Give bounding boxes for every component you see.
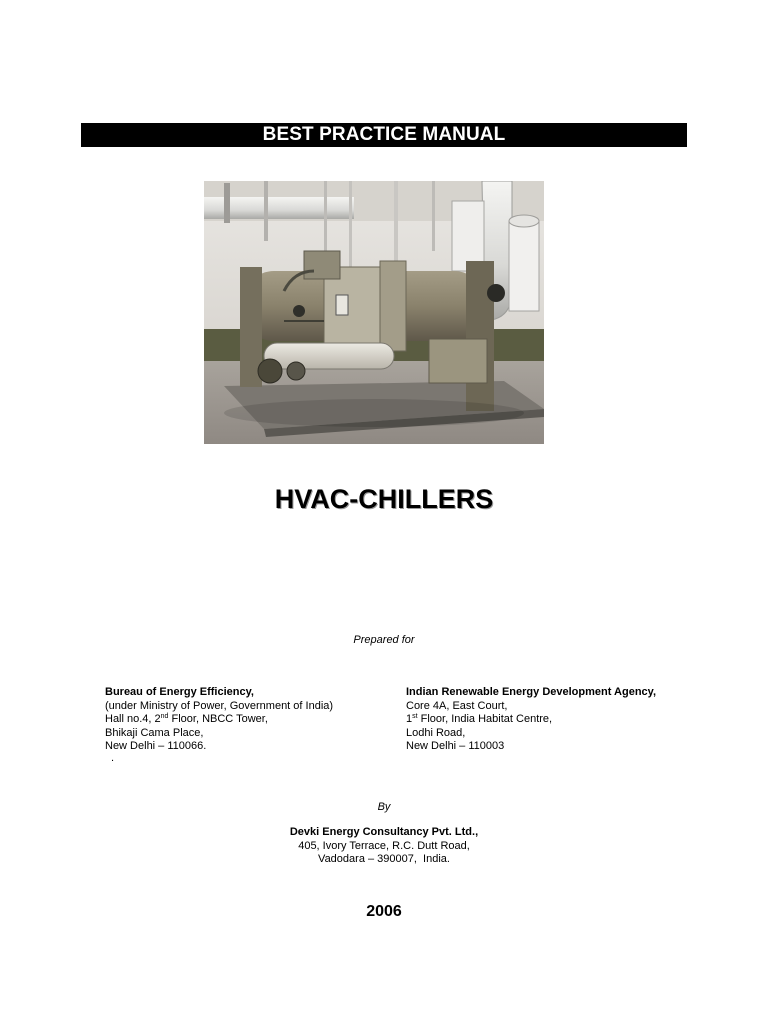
left-org-line2-sup: nd — [160, 713, 169, 720]
left-org-line2-prefix: Hall no.4, 2 — [105, 713, 161, 725]
consultant-line1: 405, Ivory Terrace, R.C. Dutt Road, — [298, 839, 470, 852]
right-org-line2 — [406, 713, 706, 727]
trailing-dot: . — [111, 752, 115, 764]
right-org-name: Indian Renewable Energy Development Agency, — [406, 686, 657, 698]
prepared-for-label: Prepared for — [353, 634, 415, 646]
right-org-line2-suffix: Floor, India Habitat Centre, — [417, 713, 553, 725]
chiller-illustration — [204, 181, 544, 444]
main-title: HVAC-CHILLERS — [274, 484, 494, 514]
left-org-line1: (under Ministry of Power, Government of India) — [105, 699, 334, 712]
banner-title: BEST PRACTICE MANUAL — [81, 123, 687, 147]
left-org-line3: Bhikaji Cama Place, — [105, 726, 204, 739]
left-organization-address — [105, 686, 395, 754]
right-organization-address — [406, 686, 706, 754]
right-org-line1: Core 4A, East Court, — [406, 699, 508, 712]
consultant-name: Devki Energy Consultancy Pvt. Ltd., — [289, 826, 479, 838]
right-org-line2-sup: st — [412, 713, 418, 720]
chiller-photo — [204, 181, 544, 444]
left-org-name: Bureau of Energy Efficiency, — [105, 686, 254, 698]
left-org-line2 — [105, 713, 395, 727]
right-org-line3: Lodhi Road, — [406, 726, 466, 739]
right-org-line4: New Delhi – 110003 — [406, 740, 505, 752]
left-org-line2-suffix: Floor, NBCC Tower, — [168, 713, 268, 725]
consultant-address — [0, 826, 768, 867]
left-org-line4: New Delhi – 110066. — [105, 740, 207, 752]
right-org-line2-prefix: 1 — [406, 713, 413, 725]
by-label: By — [377, 801, 391, 813]
consultant-line2: Vadodara – 390007, India. — [318, 853, 450, 865]
publication-year: 2006 — [366, 903, 402, 920]
